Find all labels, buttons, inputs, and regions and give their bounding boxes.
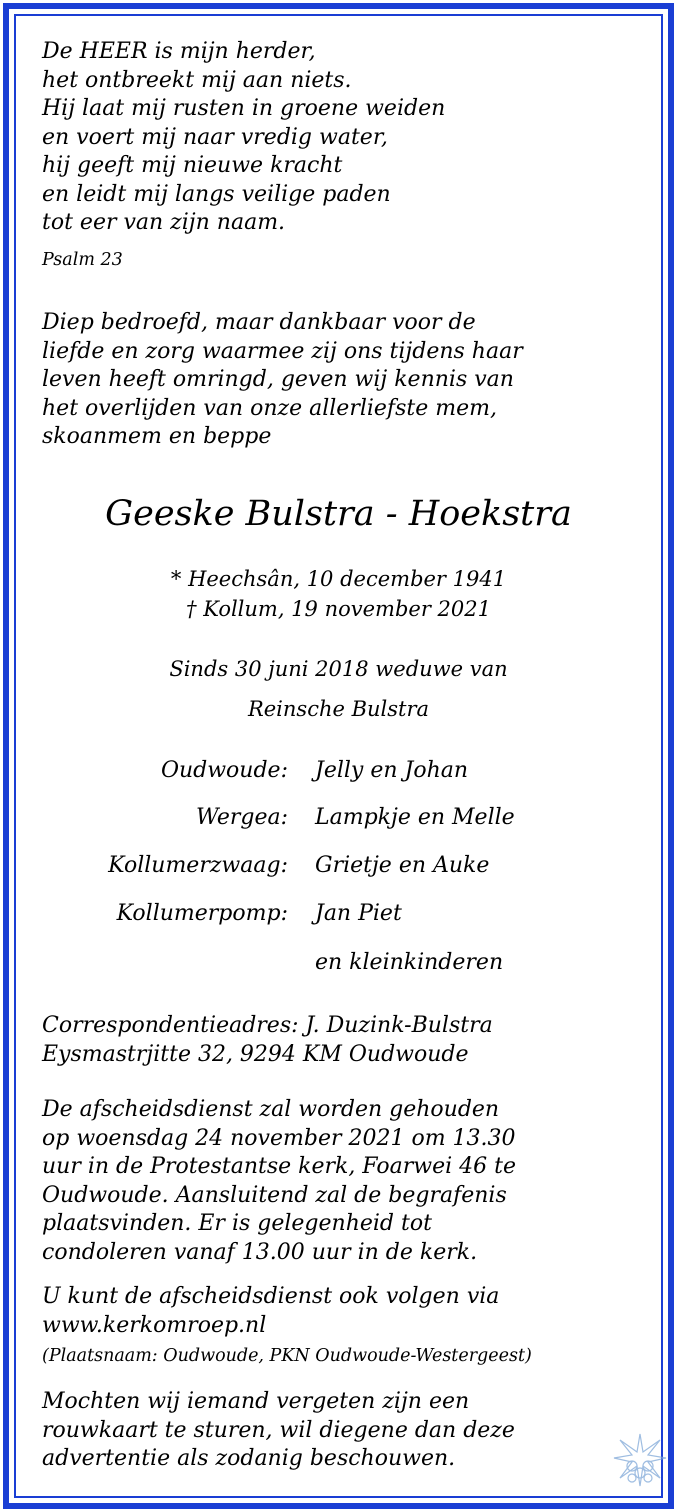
service-line: plaatsvinden. Er is gelegenheid tot [42, 1211, 432, 1236]
closing-line: rouwkaart te sturen, wil diegene dan deze [42, 1417, 515, 1443]
memorial-emblem-icon [612, 1432, 668, 1488]
intro-line: Diep bedroefd, maar dankbaar voor de [42, 310, 476, 335]
closing-note [42, 1388, 515, 1474]
intro-line: leven heeft omringd, geven wij kennis van [42, 367, 514, 392]
stream-note: (Plaatsnaam: Oudwoude, PKN Oudwoude-Westergeest) [42, 1346, 532, 1366]
family-place: Kollumerpomp: [116, 901, 288, 926]
family-names: Grietje en Auke [315, 853, 490, 878]
intro-line: liefde en zorg waarmee zij ons tijdens haar [42, 338, 523, 364]
stream-url: www.kerkomroep.nl [42, 1312, 267, 1338]
psalm-line: hij geeft mij nieuwe kracht [42, 153, 343, 178]
family-names: Lampkje en Melle [315, 805, 515, 830]
psalm-text [42, 38, 445, 238]
service-line: De afscheidsdienst zal worden gehouden [42, 1097, 500, 1122]
intro-line: skoanmem en beppe [42, 424, 272, 449]
correspondence-address [42, 1012, 493, 1069]
correspondence-line: Eysmastrjitte 32, 9294 KM Oudwoude [42, 1041, 469, 1067]
closing-line: Mochten wij iemand vergeten zijn een [42, 1389, 470, 1414]
family-place: Oudwoude: [160, 758, 288, 783]
stream-info [42, 1283, 499, 1340]
psalm-line: en voert mij naar vredig water, [42, 124, 388, 150]
psalm-line: het ontbreekt mij aan niets. [42, 67, 352, 93]
spouse-name: Reinsche Bulstra [247, 697, 430, 721]
closing-line: advertentie als zodanig beschouwen. [42, 1446, 456, 1471]
psalm-line: tot eer van zijn naam. [42, 210, 286, 235]
psalm-reference: Psalm 23 [42, 250, 123, 270]
intro-text [42, 309, 523, 452]
deceased-name: Geeske Bulstra - Hoekstra [105, 494, 572, 534]
service-line: condoleren vanaf 13.00 uur in de kerk. [42, 1239, 478, 1265]
death-line: † Kollum, 19 november 2021 [186, 597, 491, 621]
intro-line: het overlijden van onze allerliefste mem, [42, 395, 497, 421]
service-line: Oudwoude. Aansluitend zal de begrafenis [42, 1182, 507, 1208]
psalm-line: en leidt mij langs veilige paden [42, 181, 391, 207]
birth-line: * Heechsân, 10 december 1941 [170, 567, 507, 591]
family-place: Wergea: [196, 805, 288, 830]
family-names: Jan Piet [315, 901, 402, 926]
family-names: Jelly en Johan [315, 758, 469, 783]
service-line: op woensdag 24 november 2021 om 13.30 [42, 1125, 516, 1151]
psalm-line: Hij laat mij rusten in groene weiden [42, 96, 446, 121]
psalm-line: De HEER is mijn herder, [42, 39, 316, 64]
family-place: Kollumerzwaag: [108, 853, 288, 878]
service-details [42, 1096, 516, 1267]
correspondence-line: Correspondentieadres: J. Duzink-Bulstra [42, 1013, 493, 1038]
family-names: en kleinkinderen [315, 950, 504, 975]
widow-line: Sinds 30 juni 2018 weduwe van [169, 657, 508, 681]
service-line: uur in de Protestantse kerk, Foarwei 46 te [42, 1154, 516, 1179]
stream-line: U kunt de afscheidsdienst ook volgen via [42, 1284, 500, 1309]
